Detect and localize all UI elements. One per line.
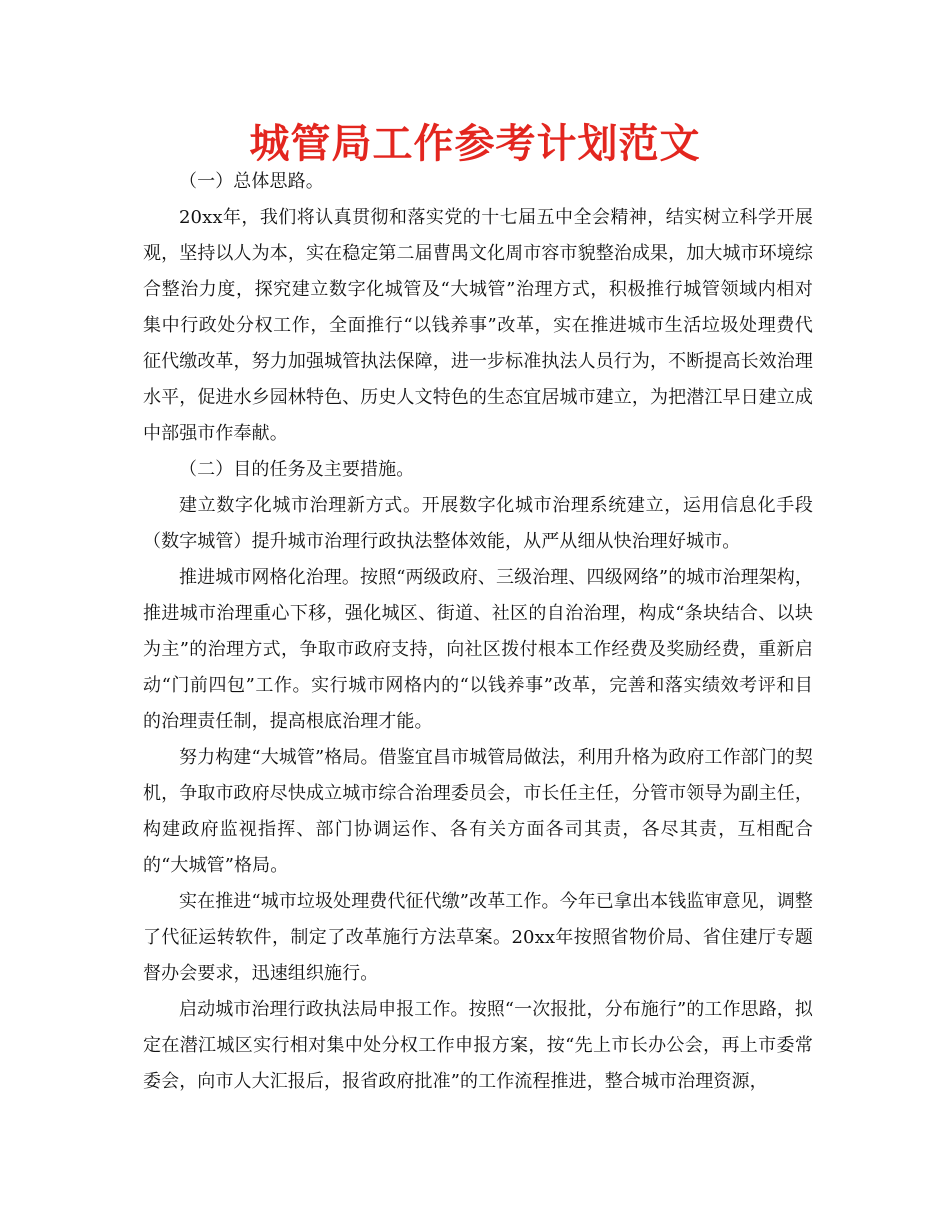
paragraph-digital-management: 建立数字化城市治理新方式。开展数字化城市治理系统建立，运用信息化手段（数字城管）提升城市治理行政执法整体效能，从严从细从快治理好城市。 <box>143 495 813 552</box>
paragraph-garbage-fee-reform: 实在推进“城市垃圾处理费代征代缴”改革工作。今年已拿出本钱监审意见，调整了代征运转软件，制定了改革施行方法草案。20xx年按照省物价局、省住建厅专题督办会要求，迅速组织施行。 <box>143 891 814 984</box>
document-body <box>143 164 813 1100</box>
section-heading-tasks-measures: （二）目的任务及主要措施。 <box>179 459 415 480</box>
paragraph-overall-approach: 20xx年，我们将认真贯彻和落实党的十七届五中全会精神，结实树立科学开展观，坚持以人为本，实在稳定第二届曹禺文化周市容市貌整治成果，加大城市环境综合整治力度，探究建立数字化城管及“大城管”治理方式，积极推行城管领域内相对集中行政处分权工作，全面推行“以钱养事”改革，实在推进城市生活垃圾处理费代征代缴改革，努力加强城管执法保障，进一步标准执法人员行为，不断提高长效治理水平，促进水乡园林特色、历史人文特色的生态宜居城市建立，为把潜江早日建立成中部强市作奉献。 <box>143 207 813 444</box>
section-heading-overall-approach: （一）总体思路。 <box>179 171 324 192</box>
document-title: 城管局工作参考计划范文 <box>249 121 701 167</box>
paragraph-law-enforcement-bureau: 启动城市治理行政执法局申报工作。按照“一次报批，分布施行”的工作思路，拟定在潜江城区实行相对集中处分权工作申报方案，按“先上市长办公会，再上市委常委会，向市人大汇报后，报省政府批准”的工作流程推进，整合城市治理资源， <box>143 999 814 1092</box>
paragraph-big-urban-management: 努力构建“大城管”格局。借鉴宜昌市城管局做法，利用升格为政府工作部门的契机，争取市政府尽快成立城市综合治理委员会，市长任主任，分管市领导为副主任，构建政府监视指挥、部门协调运作、各有关方面各司其责，各尽其责，互相配合的“大城管”格局。 <box>143 747 814 876</box>
paragraph-grid-management: 推进城市网格化治理。按照“两级政府、三级治理、四级网络”的城市治理架构，推进城市治理重心下移，强化城区、街道、社区的自治治理，构成“条块结合、以块为主”的治理方式，争取市政府支持，向社区拨付根本工作经费及奖励经费，重新启动“门前四包”工作。实行城市网格内的“以钱养事”改革，完善和落实绩效考评和目的治理责任制，提高根底治理才能。 <box>143 567 814 732</box>
